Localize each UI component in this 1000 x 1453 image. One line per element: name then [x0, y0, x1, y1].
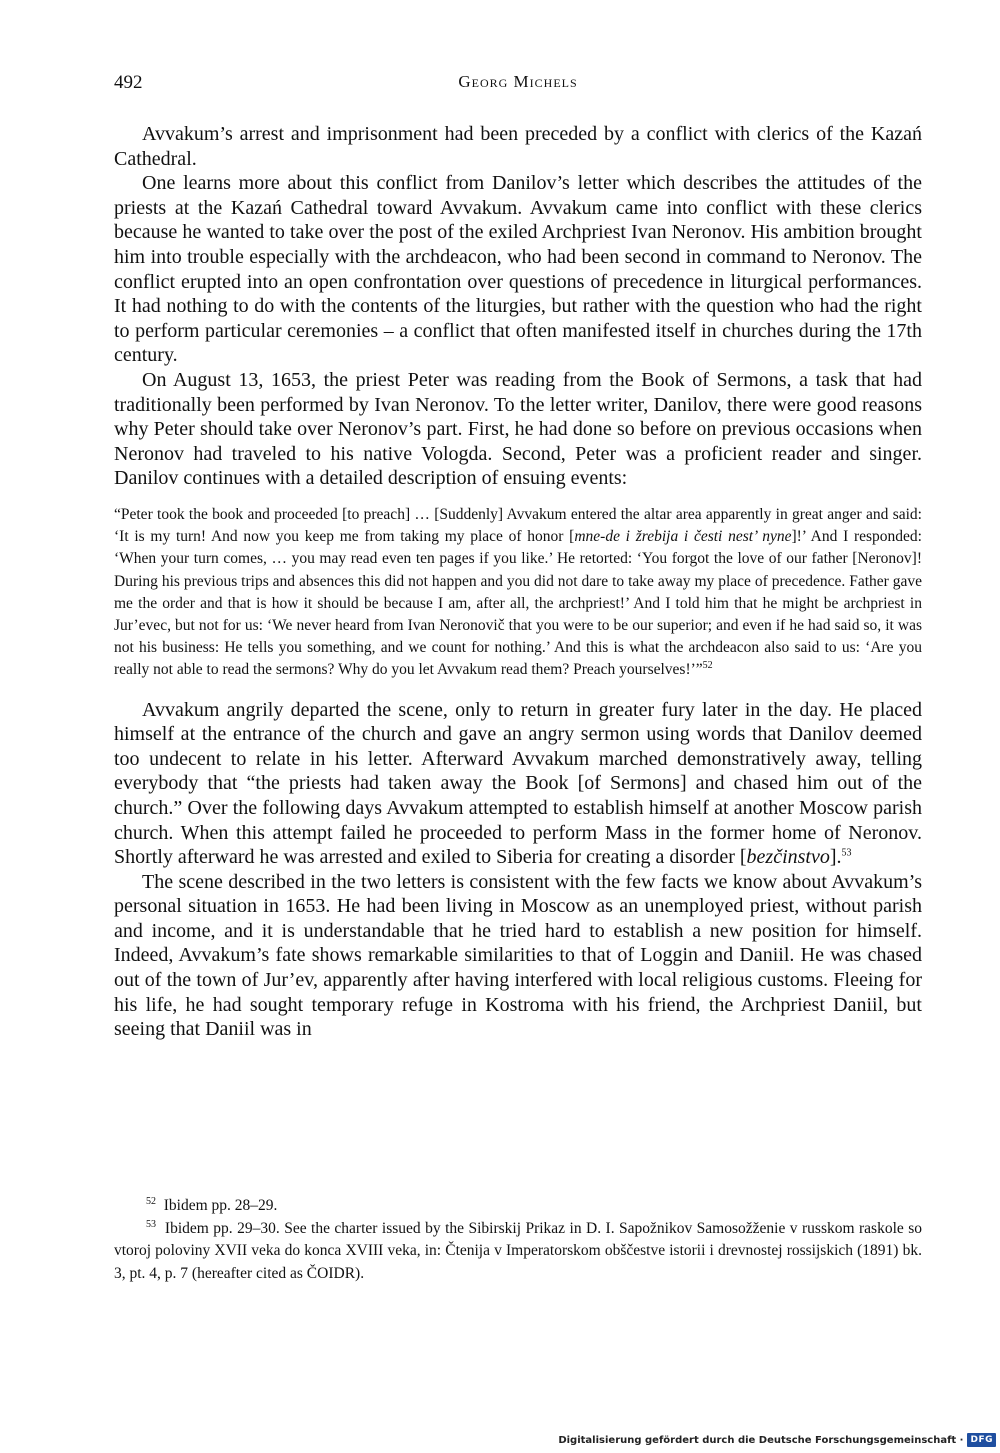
footnote-52-text: Ibidem pp. 28–29.: [163, 1197, 278, 1214]
dfg-logo-icon: DFG: [967, 1433, 996, 1447]
page-number: 492: [114, 72, 143, 93]
paragraph-4-text-b: ].: [829, 846, 842, 869]
paragraph-4-italic: bezčinstvo: [746, 846, 830, 869]
digitization-credit: Digitalisierung gefördert durch die Deutsche Forschungsgemeinschaft ·: [558, 1434, 964, 1446]
footnote-53: [114, 1218, 922, 1286]
footnotes: [114, 1195, 922, 1285]
quote-text-a: “Peter took the book and proceeded [to preach] … [Suddenly] Avvakum entered the altar area apparently in great anger and said: ‘It is my turn! And now you keep me from taking my place of honor [: [114, 505, 922, 546]
quote-italic: mne-de i žrebija i česti nest’ nyne: [574, 528, 792, 546]
paragraph-4-text-a: Avvakum angrily departed the scene, only to return in greater fury later in the day. He placed himself at the entrance of the church and gave an angry sermon using words that Danilov deemed too undecent to relate in his letter. Afterward Avvakum marched demonstratively away, telling everybody that “the priests had taken away the Book [of Sermons] and chased him out of the church.” Over the following days Avvakum attempted to establish himself at another Moscow parish church. When this attempt failed he proceeded to perform Mass in the former home of Neronov. Shortly afterward he was arrested and exiled to Siberia for creating a disorder [: [114, 698, 922, 869]
quote-text-b: ]!’ And I responded: ‘When your turn comes, … you may read even ten pages if you like.’ He retorted: ‘You forgot the love of our father [Neronov]! During his previous trips and absences this did not happen and you did not dare to take away my place of precedence. Father gave me the order and that is how it should be because I am, after all, the archpriest!’ And I told him that he might be archpriest in Jur’evec, but not for us: ‘We never heard from Ivan Neronovič that you were to be our superior; and even if he had said so, it was not his business: He tells you something, and we count for nothing.’ And this is what the archdeacon also said to us: ‘Are you really not able to read the sermons? Why do you let Avvakum read them? Preach yourselves!’”: [114, 528, 922, 679]
digitization-footer: [558, 1431, 996, 1449]
paragraph-5: The scene described in the two letters is consistent with the few facts we know about Avvakum’s personal situation in 1653. He had been living in Moscow as an unemployed priest, without parish and income, and it is understandable that he tried hard to establish a new position for himself. Indeed, Avvakum’s fate shows remarkable similarities to that of Loggin and Daniil. He was chased out of the town of Jur’ev, apparently after having interfered with local religious customs. Fleeing for his life, he had sought temporary refuge in Kostroma with his friend, the Archpriest Daniil, but seeing that Daniil was in: [114, 870, 922, 1041]
footnote-ref-53: 53: [841, 847, 852, 859]
footnote-53-number: 53: [146, 1218, 156, 1230]
paragraph-4: [114, 698, 922, 870]
footnote-53-text: Ibidem pp. 29–30. See the charter issued by the Sibirskij Prikaz in D. I. Sapožnikov Samosožženie v russkom raskole so vtoroj poloviny XVII veka do konca XVIII veka, in: Čtenija v Imperatorskom obščestve istorii i drevnostej rossijskich (1891) bk. 3, pt. 4, p. 7 (hereafter cited as ČOIDR).: [114, 1219, 922, 1282]
footnote-ref-52: 52: [702, 660, 713, 672]
page-header: [114, 72, 922, 102]
block-quote: [114, 504, 922, 682]
paragraph-2: One learns more about this conflict from Danilov’s letter which describes the attitudes of the priests at the Kazań Cathedral toward Avvakum. Avvakum came into conflict with these clerics because he wanted to take over the post of the exiled Archpriest Ivan Neronov. His ambition brought him into trouble especially with the archdeacon, who had been second in command to Neronov. The conflict erupted into an open confrontation over questions of precedence in liturgical performances. It had nothing to do with the contents of the liturgies, but rather with the question who had the right to perform particular ceremonies – a conflict that often manifested itself in churches during the 17th century.: [114, 172, 922, 367]
paragraph-1: Avvakum’s arrest and imprisonment had been preceded by a conflict with clerics of the Kazań Cathedral.: [114, 123, 922, 170]
paragraph-3: On August 13, 1653, the priest Peter was reading from the Book of Sermons, a task that had traditionally been performed by Ivan Neronov. To the letter writer, Danilov, there were good reasons why Peter should take over Neronov’s part. First, he had done so before on previous occasions when Neronov had traveled to his native Vologda. Second, Peter was a proficient reader and singer. Danilov continues with a detailed description of ensuing events:: [114, 368, 922, 490]
footnote-52: [114, 1195, 922, 1218]
running-head: Georg Michels: [458, 72, 578, 91]
footnote-52-number: 52: [146, 1195, 156, 1207]
body-text: [114, 122, 922, 1042]
